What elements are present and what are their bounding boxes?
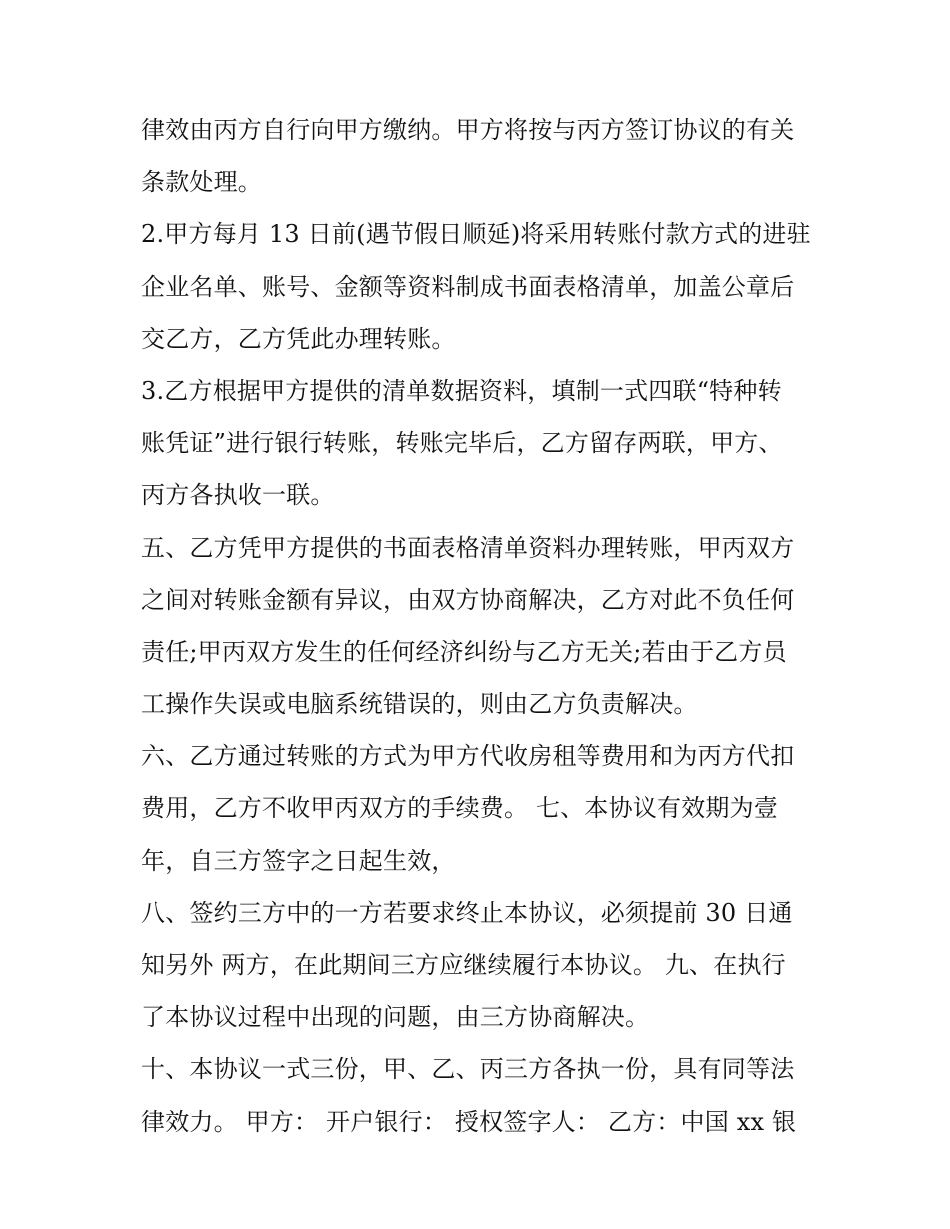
text-line: 之间对转账金额有异议，由双方协商解决，乙方对此不负任何 <box>141 585 795 614</box>
text-line: 责任;甲丙双方发生的任何经济纠纷与乙方无关;若由于乙方员 <box>141 637 787 666</box>
text-line: 律效力。 甲方： 开户银行： 授权签字人： 乙方：中国 xx 银 <box>141 1107 797 1136</box>
text-line: 丙方各执收一联。 <box>141 481 335 510</box>
text-line: 八、签约三方中的一方若要求终止本协议，必须提前 30 日通 <box>141 898 793 927</box>
text-line: 交乙方，乙方凭此办理转账。 <box>141 324 456 353</box>
text-line: 年，自三方签字之日起生效， <box>141 846 456 875</box>
text-line: 费用，乙方不收甲丙双方的手续费。 七、本协议有效期为壹 <box>141 794 779 823</box>
text-line: 2.甲方每月 13 日前(遇节假日顺延)将采用转账付款方式的进驻 <box>141 220 811 249</box>
text-line: 工操作失误或电脑系统错误的，则由乙方负责解决。 <box>141 690 698 719</box>
text-line: 账凭证”进行银行转账，转账完毕后，乙方留存两联，甲方、 <box>141 429 783 458</box>
text-line: 十、本协议一式三份，甲、乙、丙三方各执一份，具有同等法 <box>141 1055 795 1084</box>
text-line: 条款处理。 <box>141 168 262 197</box>
text-line: 3.乙方根据甲方提供的清单数据资料，填制一式四联“特种转 <box>141 376 782 405</box>
text-line: 律效由丙方自行向甲方缴纳。甲方将按与丙方签订协议的有关 <box>141 116 795 144</box>
text-line: 知另外 两方，在此期间三方应继续履行本协议。 九、在执行 <box>141 951 786 979</box>
text-line: 了本协议过程中出现的问题，由三方协商解决。 <box>141 1003 650 1032</box>
document-body <box>141 110 821 1154</box>
text-line: 五、乙方凭甲方提供的书面表格清单资料办理转账，甲丙双方 <box>141 533 795 562</box>
text-line: 企业名单、账号、金额等资料制成书面表格清单，加盖公章后 <box>141 272 795 301</box>
text-line: 六、乙方通过转账的方式为甲方代收房租等费用和为丙方代扣 <box>141 742 795 771</box>
